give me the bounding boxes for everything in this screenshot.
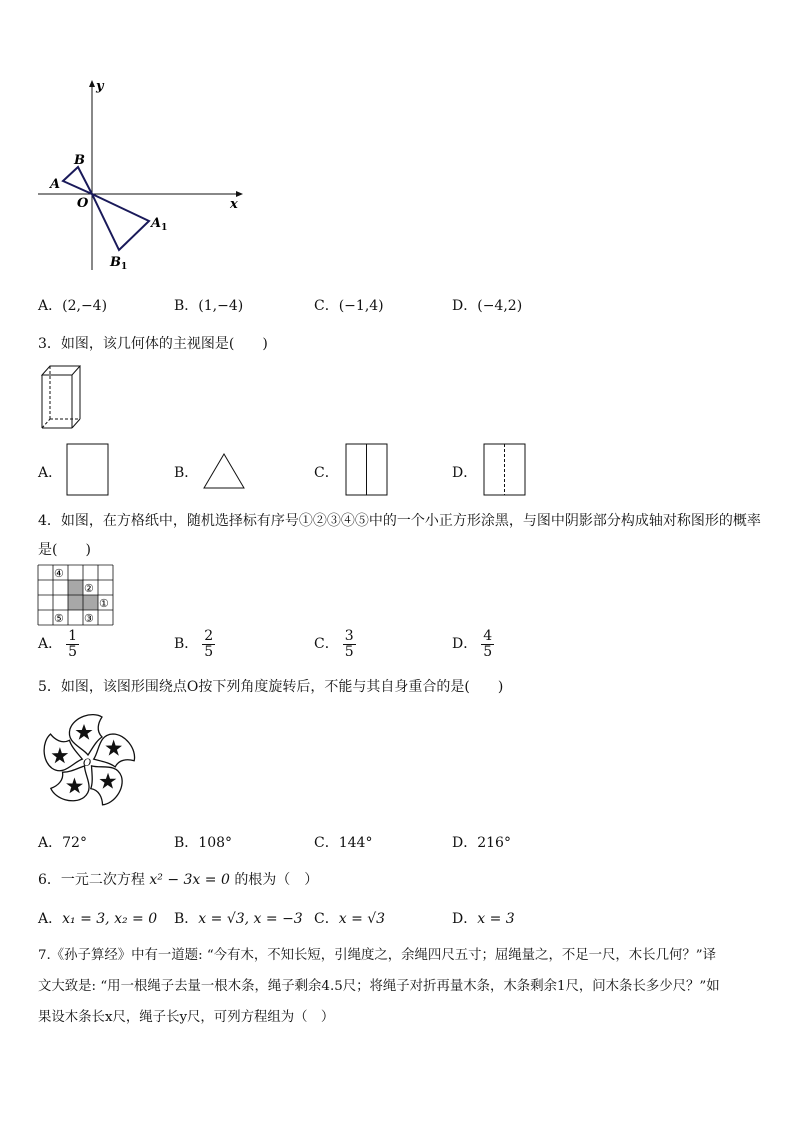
q2-option-b[interactable]: B．(1,−4) bbox=[174, 298, 244, 314]
origin-label: O bbox=[77, 196, 89, 211]
q7-stem-line2: 文大致是: “用一根绳子去量一根木条，绳子剩余4.5尺；将绳子对折再量木条，木条剩余1尺，问木条长多少尺？”如 bbox=[38, 979, 720, 994]
q5-option-d[interactable]: D．216° bbox=[452, 835, 511, 851]
q4-option-d[interactable]: D． $\frac{4}{5}$ bbox=[452, 628, 493, 660]
point-label-a1: $A_1$ bbox=[151, 216, 168, 233]
q3-option-a[interactable]: A． bbox=[38, 465, 63, 481]
q6-option-c[interactable]: C．x = √3 bbox=[314, 911, 386, 927]
q3-option-b-figure bbox=[202, 452, 246, 490]
q4-option-b[interactable]: B． $\frac{2}{5}$ bbox=[174, 628, 214, 660]
q4-stem-line2: 是( ) bbox=[38, 542, 91, 558]
q6-equation: x² − 3x = 0 bbox=[149, 872, 230, 888]
q3-option-a-figure bbox=[66, 443, 110, 497]
grid-label-4: ④ bbox=[54, 567, 64, 580]
grid-label-1: ① bbox=[99, 597, 109, 610]
q2-option-d[interactable]: D．(−4,2) bbox=[452, 298, 523, 314]
q3-stem: 3．如图，该几何体的主视图是( ) bbox=[38, 336, 268, 352]
q3-option-d-figure bbox=[483, 443, 527, 497]
q7-stem-line1: 7.《孙子算经》中有一道题: “今有木，不知长短，引绳度之，余绳四尺五寸；屈绳量之，不足一尺，木长几何？”译 bbox=[38, 948, 716, 963]
axis-label-x: x bbox=[230, 197, 238, 212]
q5-rotation-figure bbox=[37, 708, 139, 814]
q3-option-c-figure bbox=[345, 443, 389, 497]
triangle-oab bbox=[63, 167, 92, 194]
q2-option-c[interactable]: C．(−1,4) bbox=[314, 298, 384, 314]
q3-solid-figure bbox=[40, 363, 110, 431]
q5-stem: 5．如图，该图形围绕点O按下列角度旋转后，不能与其自身重合的是( ) bbox=[38, 679, 504, 695]
q3-option-d[interactable]: D． bbox=[452, 465, 478, 481]
grid-label-3: ③ bbox=[84, 612, 94, 625]
q6-option-b[interactable]: B．x = √3, x = −3 bbox=[174, 911, 303, 927]
q7-stem-line3: 果设木条长x尺，绳子长y尺，可列方程组为（ ） bbox=[38, 1010, 335, 1025]
q3-option-c[interactable]: C． bbox=[314, 465, 339, 481]
q6-option-d[interactable]: D．x = 3 bbox=[452, 911, 515, 927]
q5-option-b[interactable]: B．108° bbox=[174, 835, 233, 851]
q6-stem: 6．一元二次方程 x² − 3x = 0 的根为（ ） bbox=[38, 872, 319, 888]
q5-option-a[interactable]: A．72° bbox=[38, 835, 87, 851]
q3-option-b[interactable]: B． bbox=[174, 465, 199, 481]
grid-label-2: ② bbox=[84, 582, 94, 595]
q4-option-a[interactable]: A． $\frac{1}{5}$ bbox=[38, 628, 78, 660]
point-label-b: B bbox=[74, 153, 85, 168]
q4-grid-figure bbox=[37, 564, 114, 627]
axis-label-y: y bbox=[96, 79, 104, 94]
point-label-b1: $B_1$ bbox=[110, 255, 128, 272]
rotation-center-label: O bbox=[83, 758, 92, 769]
q6-option-a[interactable]: A．x₁ = 3, x₂ = 0 bbox=[38, 911, 158, 927]
grid-label-5: ⑤ bbox=[54, 612, 64, 625]
q4-option-c[interactable]: C． $\frac{3}{5}$ bbox=[314, 628, 354, 660]
q5-option-c[interactable]: C．144° bbox=[314, 835, 373, 851]
q4-stem-line1: 4．如图，在方格纸中，随机选择标有序号①②③④⑤中的一个小正方形涂黑，与图中阴影部分构成轴对称图形的概率 bbox=[38, 513, 761, 529]
triangle-oa1b1 bbox=[92, 194, 149, 250]
q2-option-a[interactable]: A．(2,−4) bbox=[38, 298, 108, 314]
coordinate-figure bbox=[30, 75, 260, 275]
point-label-a: A bbox=[50, 177, 61, 192]
